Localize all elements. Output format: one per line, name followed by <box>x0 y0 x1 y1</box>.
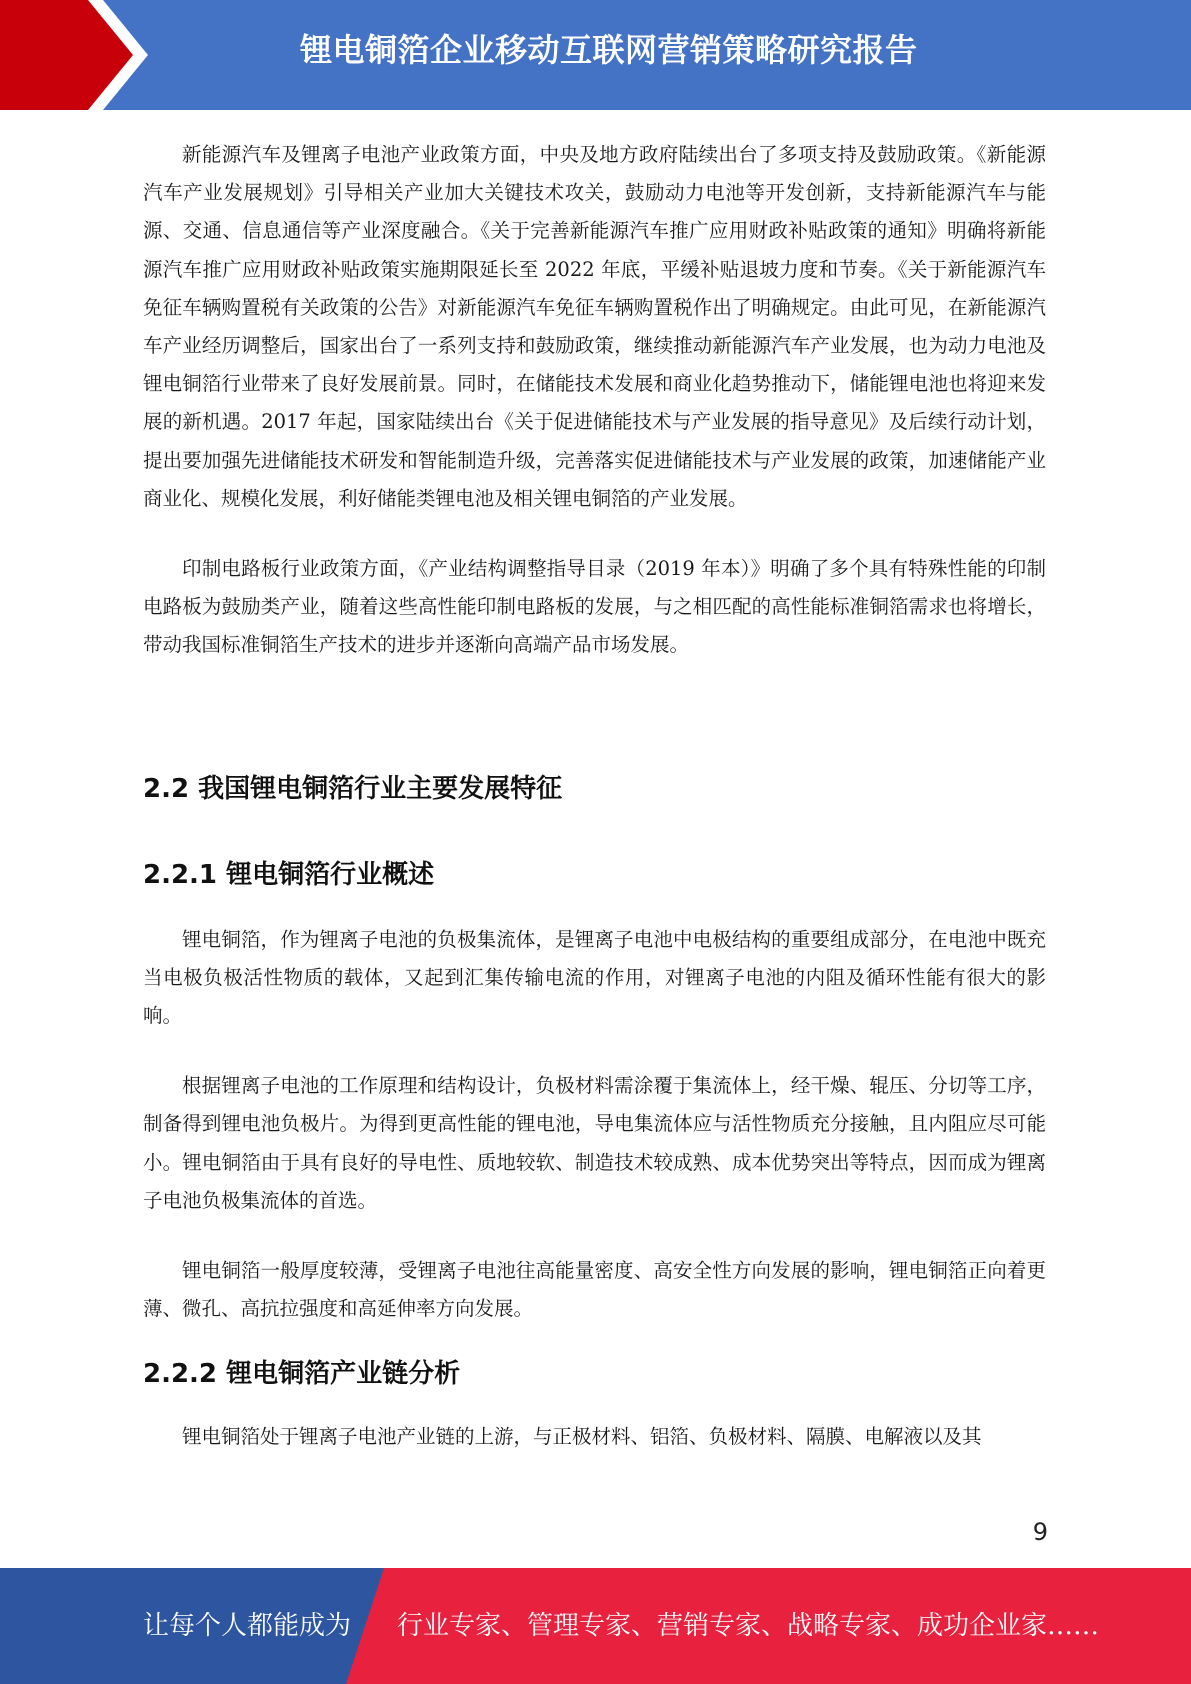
page-header <box>0 0 1191 110</box>
section-heading-2-2-1: 2.2.1 锂电铜箔行业概述 <box>143 859 435 890</box>
section-heading-2-2-2: 2.2.2 锂电铜箔产业链分析 <box>143 1359 461 1390</box>
footer-slogan-right: 行业专家、管理专家、营销专家、战略专家、成功企业家…… <box>397 1611 1100 1641</box>
paragraph-trend: 锂电铜箔一般厚度较薄，受锂离子电池往高能量密度、高安全性方向发展的影响，锂电铜箔正向着更薄、微孔、高抗拉强度和高延伸率方向发展。 <box>143 1259 1046 1321</box>
page-footer <box>0 1568 1191 1684</box>
paragraph-anode-process: 根据锂离子电池的工作原理和结构设计，负极材料需涂覆于集流体上，经干燥、辊压、分切等工序，制备得到锂电池负极片。为得到更高性能的锂电池，导电集流体应与活性物质充分接触，且内阻应尽可能小。锂电铜箔由于具有良好的导电性、质地较软、制造技术较成熟、成本优势突出等特点，因而成为锂离子电池负极集流体的首选。 <box>143 1074 1046 1212</box>
paragraph-copper-foil-role: 锂电铜箔，作为锂离子电池的负极集流体，是锂离子电池中电极结构的重要组成部分，在电池中既充当电极负极活性物质的载体，又起到汇集传输电流的作用，对锂离子电池的内阻及循环性能有很大的影响。 <box>143 927 1046 1028</box>
paragraph-industry-chain: 锂电铜箔处于锂离子电池产业链的上游，与正极材料、铝箔、负极材料、隔膜、电解液以及其 <box>182 1425 982 1449</box>
paragraph-pcb-policy: 印制电路板行业政策方面，《产业结构调整指导目录（2019 年本）》明确了多个具有特殊性能的印制电路板为鼓励类产业，随着这些高性能印制电路板的发展，与之相匹配的高性能标准铜箔需求也将增长，带动我国标准铜箔生产技术的进步并逐渐向高端产品市场发展。 <box>143 557 1046 657</box>
footer-slogan-left: 让每个人都能成为 <box>143 1611 352 1641</box>
section-heading-2-2: 2.2 我国锂电铜箔行业主要发展特征 <box>143 773 563 804</box>
header-chevron-icon <box>0 0 160 110</box>
page-number: 9 <box>1032 1518 1048 1546</box>
document-body <box>143 136 1046 1457</box>
paragraph-ev-policy: 新能源汽车及锂离子电池产业政策方面，中央及地方政府陆续出台了多项支持及鼓励政策。《新能源汽车产业发展规划》引导相关产业加大关键技术攻关，鼓励动力电池等开发创新，支持新能源汽车与能源、交通、信息通信等产业深度融合。《关于完善新能源汽车推广应用财政补贴政策的通知》明确将新能源汽车推广应用财政补贴政策实施期限延长至 2022 年底，平缓补贴退坡力度和节奏。《关于新能源汽车免征车辆购置税有关政策的公告》对新能源汽车免征车辆购置税作出了明确规定。由此可见，在新能源汽车产业经历调整后，国家出台了一系列支持和鼓励政策，继续推动新能源汽车产业发展，也为动力电池及锂电铜箔行业带来了良好发展前景。同时，在储能技术发展和商业化趋势推动下，储能锂电池也将迎来发展的新机遇。2017 年起，国家陆续出台《关于促进储能技术与产业发展的指导意见》及后续行动计划，提出要加强先进储能技术研发和智能制造升级，完善落实促进储能技术与产业发展的政策，加速储能产业商业化、规模化发展，利好储能类锂电池及相关锂电铜箔的产业发展。 <box>143 143 1046 510</box>
report-title: 锂电铜箔企业移动互联网营销策略研究报告 <box>300 31 918 69</box>
